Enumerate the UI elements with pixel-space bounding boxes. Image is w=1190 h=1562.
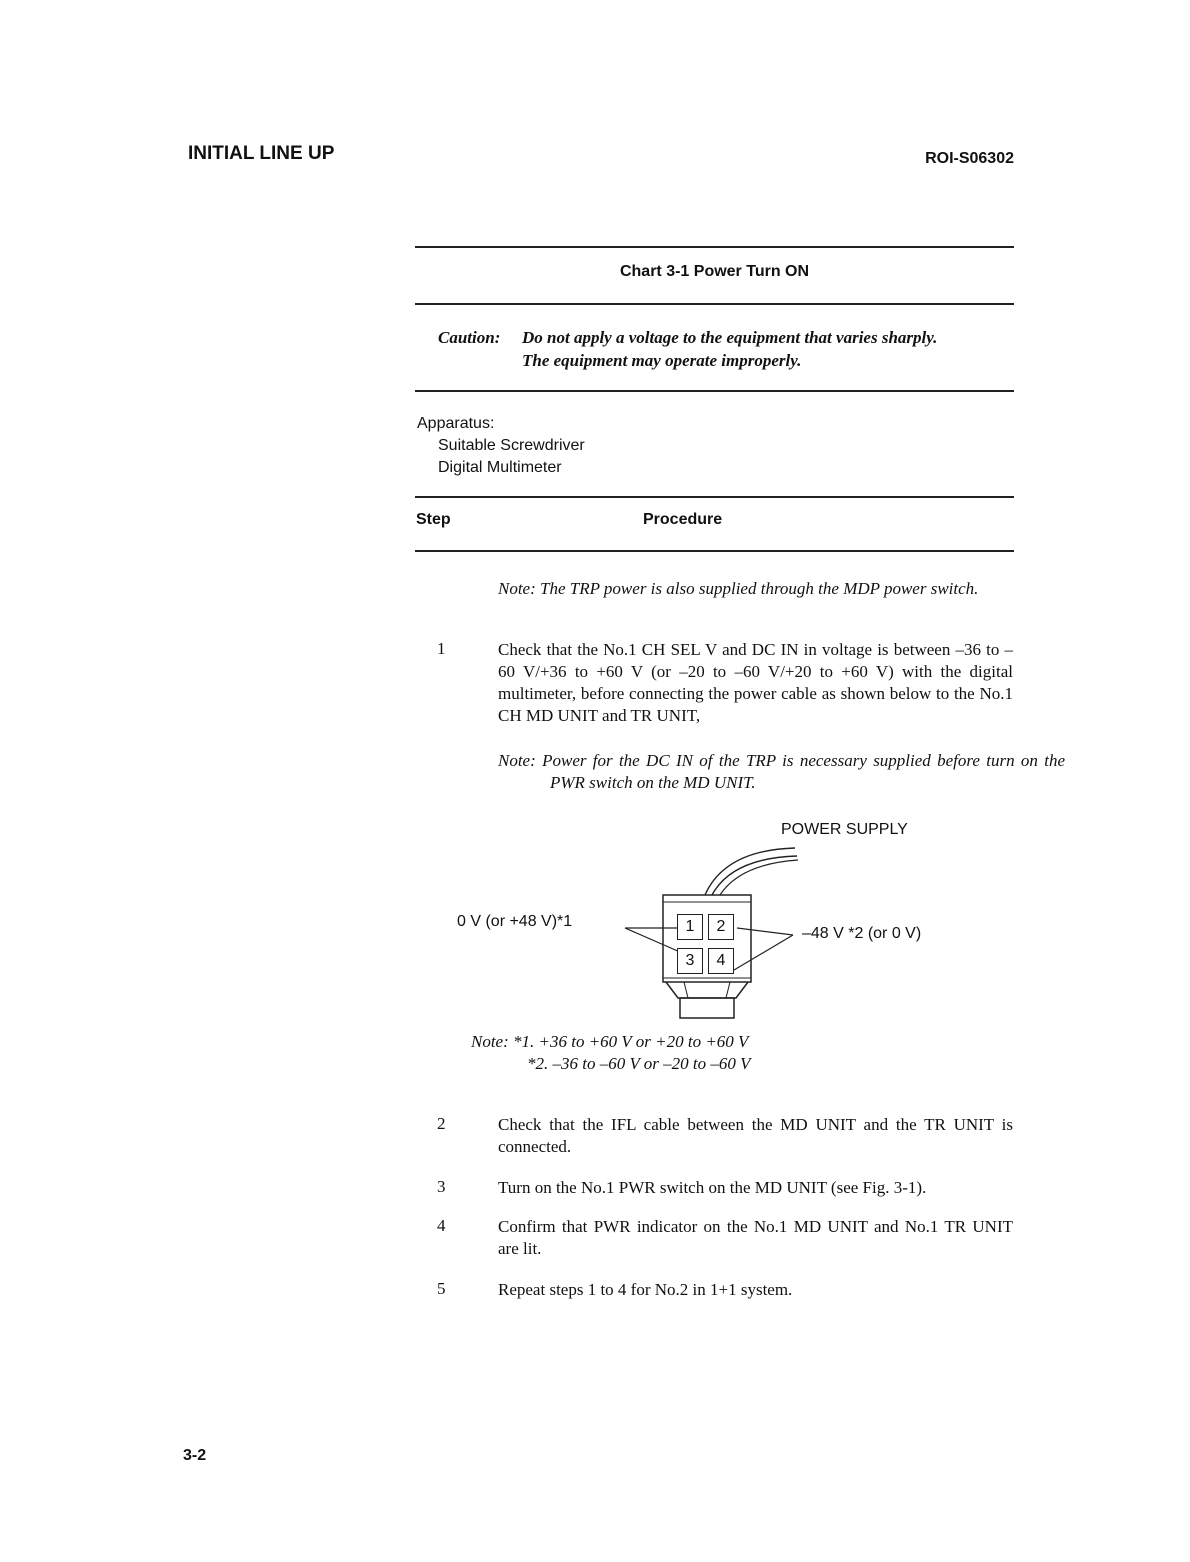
document-id: ROI-S06302 bbox=[925, 150, 1014, 167]
step-text: Confirm that PWR indicator on the No.1 MD UNIT and No.1 TR UNIT are lit. bbox=[498, 1217, 1013, 1258]
step-number: 1 bbox=[437, 639, 446, 658]
pin-3: 3 bbox=[677, 948, 703, 974]
left-pin-label: 0 V (or +48 V)*1 bbox=[457, 913, 573, 930]
rule-under-columns bbox=[415, 550, 1014, 552]
caution-label: Caution: bbox=[438, 328, 501, 347]
note-dc-in: Note: Power for the DC IN of the TRP is necessary supplied before turn on the PWR switch on the MD UNIT. bbox=[498, 751, 1065, 792]
latch-body bbox=[666, 982, 748, 998]
pin-4: 4 bbox=[708, 948, 734, 974]
rule-top bbox=[415, 246, 1014, 248]
caution-block bbox=[438, 326, 937, 372]
section-title: INITIAL LINE UP bbox=[188, 143, 335, 164]
leader-line bbox=[734, 935, 793, 970]
right-pin-label: –48 V *2 (or 0 V) bbox=[802, 925, 922, 942]
leader-line bbox=[737, 928, 793, 935]
step-number: 4 bbox=[437, 1216, 446, 1235]
page-number: 3-2 bbox=[183, 1447, 207, 1464]
latch-line bbox=[726, 982, 730, 998]
power-supply-label: POWER SUPPLY bbox=[781, 821, 908, 838]
cable-wire bbox=[705, 848, 795, 895]
apparatus-block bbox=[417, 413, 585, 479]
step-number: 3 bbox=[437, 1177, 446, 1196]
apparatus-item: Suitable Screwdriver bbox=[438, 437, 585, 454]
latch-tab bbox=[680, 998, 734, 1018]
rule-under-caution bbox=[415, 390, 1014, 392]
column-procedure: Procedure bbox=[643, 511, 723, 528]
rule-under-title bbox=[415, 303, 1014, 305]
note-voltage-ranges bbox=[471, 1031, 751, 1075]
step-text: Check that the IFL cable between the MD UNIT and the TR UNIT is connected. bbox=[498, 1115, 1013, 1156]
note-voltage-line-1: Note: *1. +36 to +60 V or +20 to +60 V bbox=[471, 1032, 749, 1051]
step-number: 5 bbox=[437, 1279, 446, 1298]
apparatus-item: Digital Multimeter bbox=[438, 459, 562, 476]
step-text: Check that the No.1 CH SEL V and DC IN in voltage is between –36 to –60 V/+36 to +60 V (or –20 to –60 V/+20 to +60 V) with the digital multimeter, before connecting the power cable as shown below to the No.1 CH MD UNIT and TR UNIT, bbox=[498, 640, 1013, 725]
pin-2: 2 bbox=[708, 914, 734, 940]
caution-line-2: The equipment may operate improperly. bbox=[522, 351, 802, 370]
cable-wire bbox=[720, 860, 798, 895]
leader-line bbox=[625, 928, 680, 952]
column-step: Step bbox=[416, 511, 451, 528]
step-number: 2 bbox=[437, 1114, 446, 1133]
caution-line-1: Do not apply a voltage to the equipment that varies sharply. bbox=[522, 328, 938, 347]
rule-above-columns bbox=[415, 496, 1014, 498]
latch-line bbox=[684, 982, 688, 998]
pin-1: 1 bbox=[677, 914, 703, 940]
chart-title: Chart 3-1 Power Turn ON bbox=[619, 263, 810, 280]
apparatus-label: Apparatus: bbox=[417, 415, 495, 432]
note-voltage-line-2: *2. –36 to –60 V or –20 to –60 V bbox=[527, 1054, 751, 1073]
step-text: Repeat steps 1 to 4 for No.2 in 1+1 system. bbox=[498, 1280, 793, 1299]
step-text: Turn on the No.1 PWR switch on the MD UNIT (see Fig. 3-1). bbox=[498, 1178, 927, 1197]
note-trp-power: Note: The TRP power is also supplied through the MDP power switch. bbox=[498, 579, 979, 598]
